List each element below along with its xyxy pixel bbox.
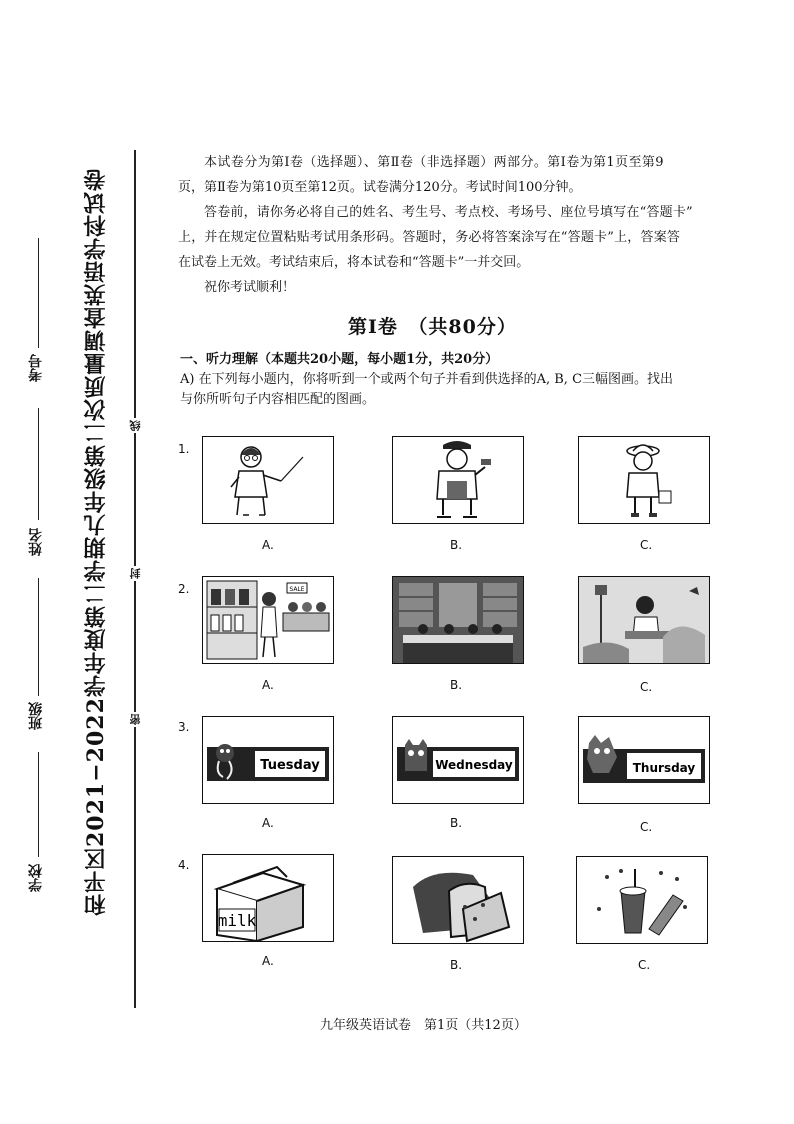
field-label-name: 姓名 [28, 528, 44, 556]
question-number: 2. [178, 582, 190, 596]
milk-label: milk [217, 911, 257, 930]
seal-mark-mi: 密 [129, 714, 142, 725]
day-label: Thursday [632, 761, 696, 775]
bread-loaf-icon [392, 856, 524, 944]
field-line-name [38, 408, 39, 520]
option-label: A. [262, 954, 274, 968]
field-label-class: 班级 [28, 702, 44, 730]
part-title: 一、听力理解（本题共20小题，每小题1分，共20分） [180, 352, 499, 367]
option-label: B. [450, 958, 463, 972]
part-instruction-line: A) 在下列每小题内，你将听到一个或两个句子并看到供选择的A, B, C三幅图画。找出 [180, 372, 674, 387]
field-label-school: 学校 [28, 864, 44, 892]
question-number: 1. [178, 442, 190, 456]
library-reading-icon [392, 576, 524, 664]
section-title: 第Ⅰ卷 （共80分） [348, 316, 517, 338]
seal-mark-xian: 线 [129, 420, 142, 431]
drink-and-snack-icon [576, 856, 708, 944]
field-line-school [38, 752, 39, 857]
option-label: A. [262, 816, 274, 830]
field-line-class [38, 578, 39, 696]
instruction-line: 上，并在规定位置粘贴考试用条形码。答题时，务必将答案涂写在“答题卡”上，答案答 [178, 230, 681, 245]
supermarket-shopping-icon [202, 576, 334, 664]
page-footer: 九年级英语试卷 第1页（共12页） [320, 1018, 527, 1033]
instruction-line: 本试卷分为第Ⅰ卷（选择题）、第Ⅱ卷（非选择题）两部分。第Ⅰ卷为第1页至第9 [204, 155, 664, 170]
field-line-exam-number [38, 238, 39, 348]
day-label: Tuesday [260, 758, 320, 773]
seal-mark-feng: 封 [129, 568, 142, 579]
sale-sign: SALE [289, 586, 305, 593]
option-label: B. [450, 538, 463, 552]
instruction-line: 页，第Ⅱ卷为第10页至第12页。试卷满分120分。考试时间100分钟。 [178, 180, 582, 195]
good-luck-line: 祝你考试顺利！ [204, 280, 296, 295]
instruction-line: 在试卷上无效。考试结束后，将本试卷和“答题卡”一并交回。 [178, 255, 530, 270]
worker-with-hammer-icon [392, 436, 524, 524]
question-number: 3. [178, 720, 190, 734]
option-label: B. [450, 816, 463, 830]
listening-header [180, 350, 760, 410]
thursday-card-icon [578, 716, 710, 804]
exam-instructions [178, 150, 758, 300]
option-label: C. [640, 680, 653, 694]
option-label: A. [262, 538, 274, 552]
instruction-line: 答卷前，请你务必将自己的姓名、考生号、考点校、考场号、座位号填写在“答题卡” [204, 205, 693, 220]
wednesday-card-icon [392, 716, 524, 804]
option-label: A. [262, 678, 274, 692]
milk-carton-icon [202, 854, 334, 942]
girl-in-park-icon [578, 576, 710, 664]
part-instruction-line: 与你所听句子内容相匹配的图画。 [180, 392, 376, 407]
girl-with-bag-icon [578, 436, 710, 524]
tuesday-card-icon [202, 716, 334, 804]
exam-title-vertical: 和平区2021−2022学年度第二学期九年级第二次质量调查英语学科试卷 [83, 168, 109, 916]
option-label: B. [450, 678, 463, 692]
teacher-pointing-icon [202, 436, 334, 524]
option-label: C. [638, 958, 651, 972]
question-number: 4. [178, 858, 190, 872]
day-label: Wednesday [435, 758, 513, 772]
option-label: C. [640, 538, 653, 552]
option-label: C. [640, 820, 653, 834]
field-label-exam-number: 考号 [28, 354, 44, 382]
